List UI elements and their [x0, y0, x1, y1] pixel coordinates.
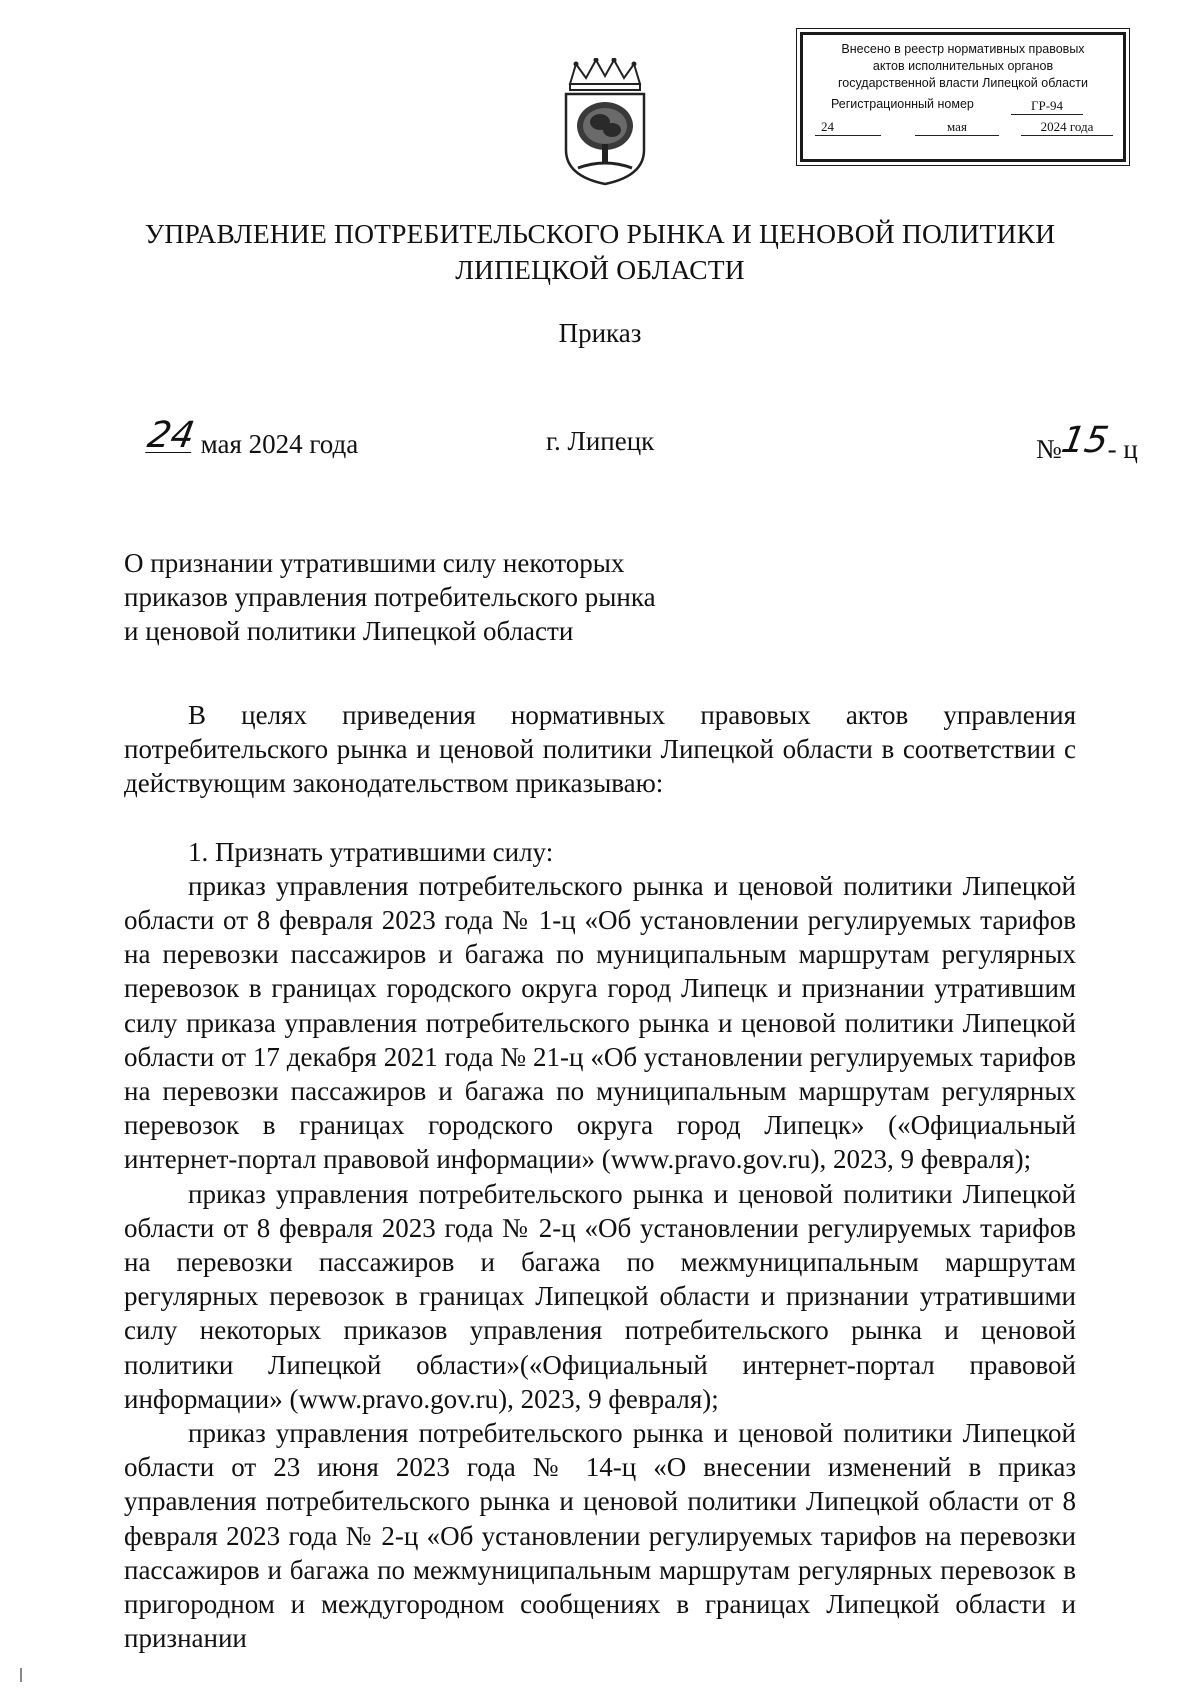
stamp-date-row	[803, 116, 1123, 138]
stamp-registration-label: Регистрационный номер	[831, 97, 974, 111]
document-body	[124, 698, 1076, 1655]
item-1-title: 1. Признать утратившими силу:	[188, 836, 554, 867]
stamp-month: мая	[915, 118, 999, 136]
agency-title-line-1: УПРАВЛЕНИЕ ПОТРЕБИТЕЛЬСКОГО РЫНКА И ЦЕНОВОЙ ПОЛИТИКИ	[144, 218, 1056, 249]
stamp-line-3: государственной власти Липецкой области	[837, 76, 1089, 90]
stamp-line-1: Внесено в реестр нормативных правовых	[841, 42, 1085, 56]
stamp-line-2: актов исполнительных органов	[872, 59, 1054, 73]
stamp-registration-number: ГР-94	[1011, 97, 1083, 115]
document-type: Приказ	[558, 318, 642, 348]
repealed-order-paragraph-2: приказ управления потребительского рынка и ценовой политики Липецкой области от 8 февраля 2023 года № 2-ц «Об установлении регулируемых тарифов на перевозки пассажиров и багажа по межмуниципальным маршрутам регулярных перевозок в границах Липецкой области и признании утратившими силу некоторых приказов управления потребительского рынка и ценовой политики Липецкой области»(«Официальный интернет-портал правовой информации» (www.pravo.gov.ru), 2023, 9 февраля);	[124, 1178, 1076, 1414]
stamp-registration-row	[803, 94, 1123, 116]
repealed-order-paragraph-1: приказ управления потребительского рынка и ценовой политики Липецкой области от 8 февраля 2023 года № 1-ц «Об установлении регулируемых тарифов на перевозки пассажиров и багажа по муниципальным маршрутам регулярных перевозок в границах городского округа город Липецк и признании утратившим силу приказа управления потребительского рынка и ценовой политики Липецкой области от 17 декабря 2021 года № 21-ц «Об установлении регулируемых тарифов на перевозки пассажиров и багажа по муниципальным маршрутам регулярных перевозок в границах городского округа город Липецк» («Официальный интернет-портал правовой информации» (www.pravo.gov.ru), 2023, 9 февраля);	[124, 870, 1076, 1175]
stamp-year: 2024 года	[1021, 118, 1113, 136]
number-sign: №	[1036, 434, 1062, 464]
coat-of-arms-emblem	[556, 58, 654, 186]
handwritten-day: 24	[144, 415, 198, 456]
subject-line-3: и ценовой политики Липецкой области	[124, 616, 574, 646]
date-month-year: мая 2024 года	[200, 429, 359, 459]
preamble-paragraph: В целях приведения нормативных правовых актов управления потребительского рынка и ценовой политики Липецкой области в соответствии с действующим законодательством приказываю:	[124, 700, 1076, 799]
scan-margin-mark	[20, 1668, 22, 1682]
number-suffix: - ц	[1107, 434, 1138, 464]
handwritten-number: 15	[1058, 420, 1112, 461]
registry-stamp	[800, 32, 1126, 162]
subject-line-1: О признании утратившими силу некоторых	[124, 548, 625, 578]
document-city: г. Липецк	[546, 426, 655, 456]
document-date	[144, 415, 359, 460]
document-number	[1036, 420, 1138, 467]
document-subject	[124, 546, 744, 648]
agency-title-line-2: ЛИПЕЦКОЙ ОБЛАСТИ	[455, 254, 745, 285]
stamp-day: 24	[815, 118, 881, 136]
repealed-order-paragraph-3: приказ управления потребительского рынка и ценовой политики Липецкой области от 23 июня 2023 года № 14-ц «О внесении изменений в приказ управления потребительского рынка и ценовой политики Липецкой области от 8 февраля 2023 года № 2-ц «Об установлении регулируемых тарифов на перевозки пассажиров и багажа по межмуниципальным маршрутам регулярных перевозок в пригородном и междугородном сообщениях в границах Липецкой области и признании	[124, 1418, 1076, 1654]
agency-title	[120, 216, 1080, 288]
subject-line-2: приказов управления потребительского рынка	[124, 582, 656, 612]
